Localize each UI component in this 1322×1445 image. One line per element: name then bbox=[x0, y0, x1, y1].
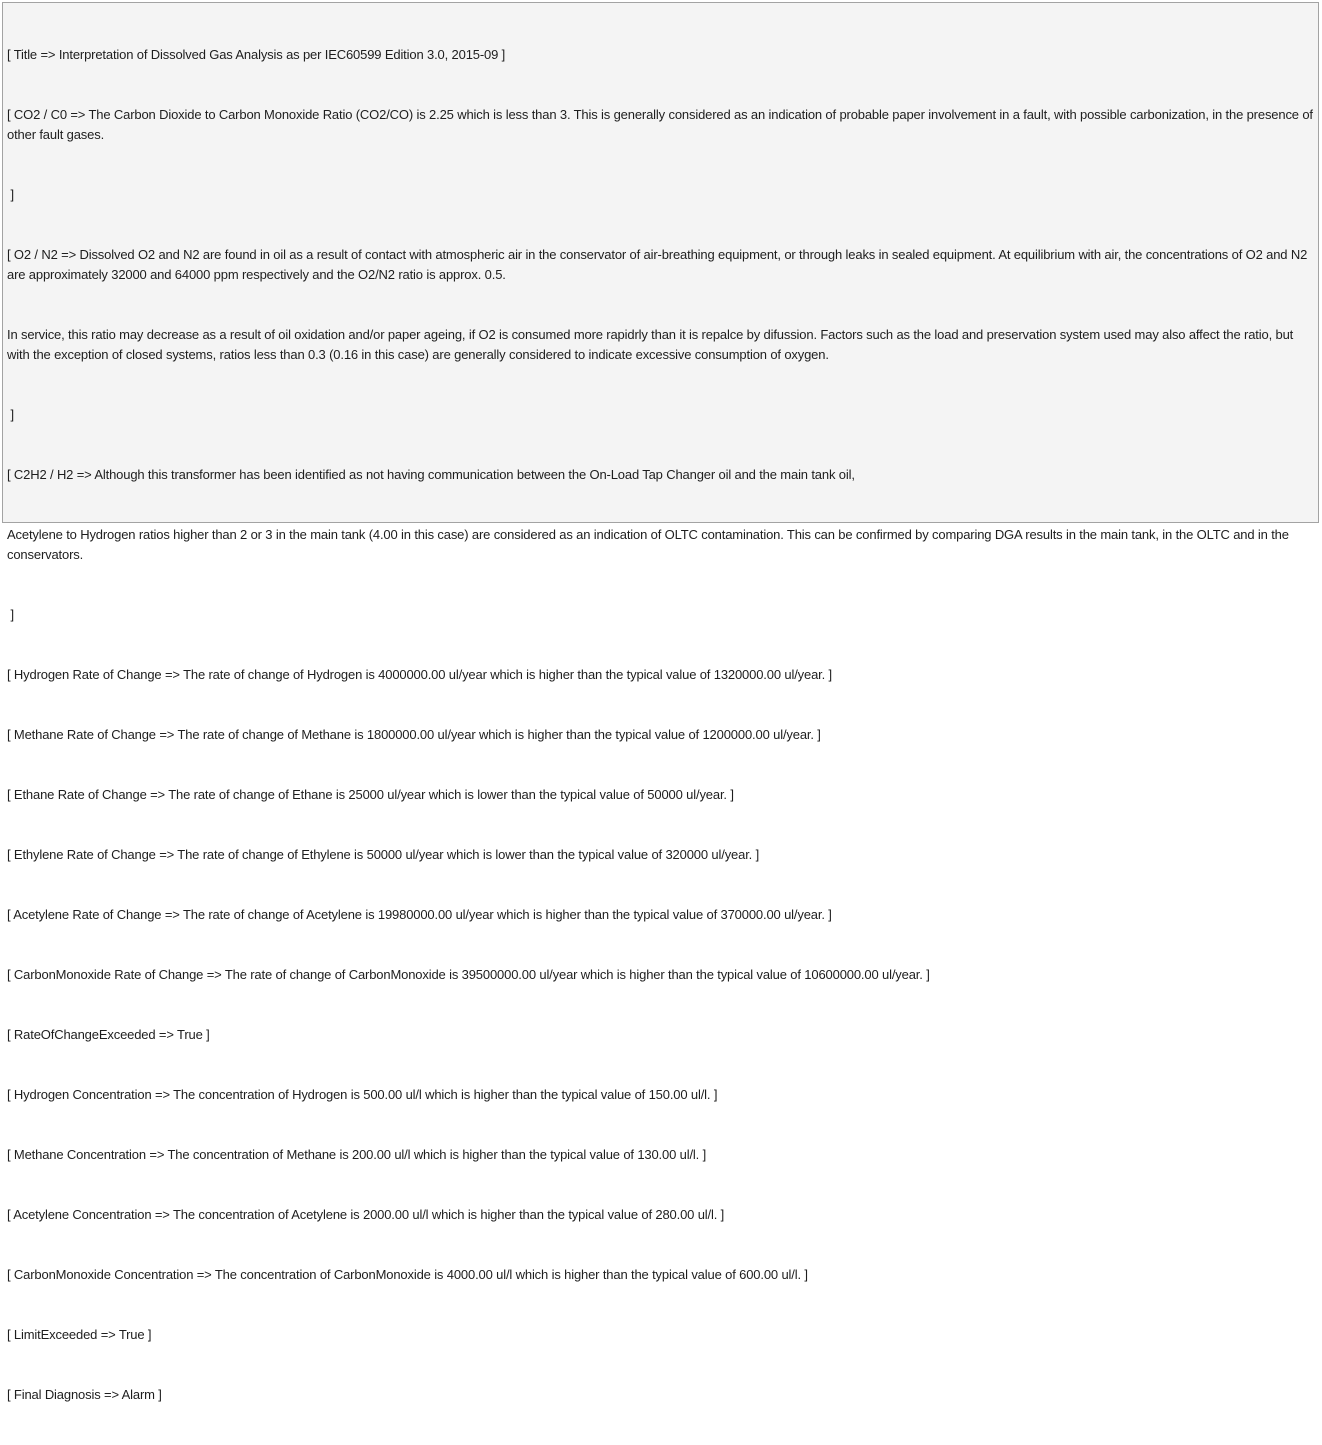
methane-concentration-line: [ Methane Concentration => The concentration of Methane is 200.00 ul/l which is higher than the typical value of 130.00 ul/l. ] bbox=[7, 1147, 707, 1162]
methane-rate-line: [ Methane Rate of Change => The rate of change of Methane is 1800000.00 ul/year which is higher than the typical value of 1200000.00 ul/year. ] bbox=[7, 727, 821, 742]
acetylene-rate-line: [ Acetylene Rate of Change => The rate of change of Acetylene is 19980000.00 ul/year which is higher than the typical value of 370000.00 ul/year. ] bbox=[7, 907, 832, 922]
ethane-rate-line: [ Ethane Rate of Change => The rate of change of Ethane is 25000 ul/year which is lower than the typical value of 50000 ul/year. ] bbox=[7, 787, 734, 802]
c2h2-h2-close-bracket: ] bbox=[7, 607, 14, 622]
carbon-monoxide-rate-line: [ CarbonMonoxide Rate of Change => The rate of change of CarbonMonoxide is 39500000.00 ul/year which is higher than the typical value of 10600000.00 ul/year. ] bbox=[7, 967, 930, 982]
acetylene-concentration-line: [ Acetylene Concentration => The concentration of Acetylene is 2000.00 ul/l which is higher than the typical value of 280.00 ul/l. ] bbox=[7, 1207, 725, 1222]
hydrogen-rate-line: [ Hydrogen Rate of Change => The rate of change of Hydrogen is 4000000.00 ul/year which is higher than the typical value of 1320000.00 ul/year. ] bbox=[7, 667, 833, 682]
carbon-monoxide-concentration-line: [ CarbonMonoxide Concentration => The concentration of CarbonMonoxide is 4000.00 ul/l which is higher than the typical value of 600.00 ul/l. ] bbox=[7, 1267, 808, 1282]
co2-co-ratio-line: [ CO2 / C0 => The Carbon Dioxide to Carbon Monoxide Ratio (CO2/CO) is 2.25 which is less than 3. This is generally considered as an indication of probable paper involvement in a fault, with possible carbonization, in the presence of other fault gases. bbox=[7, 107, 1317, 142]
dga-report-textbox[interactable] bbox=[2, 2, 1319, 1402]
o2-n2-ratio-line: [ O2 / N2 => Dissolved O2 and N2 are found in oil as a result of contact with atmospheric air in the conservator of air-breathing equipment, or through leaks in sealed equipment. At equilibrium with air, the concentrations of O2 and N2 are approximately 32000 and 64000 ppm respectively and the O2/N2 ratio is approx. 0.5. bbox=[7, 247, 1311, 282]
report-title-line: [ Title => Interpretation of Dissolved Gas Analysis as per IEC60599 Edition 3.0, 2015-09 ] bbox=[7, 47, 506, 62]
o2-n2-service-line: In service, this ratio may decrease as a result of oil oxidation and/or paper ageing, if O2 is consumed more rapidrly than it is repalce by difussion. Factors such as the load and preservation system used may also affect the ratio, but with the exception of closed systems, ratios less than 0.3 (0.16 in this case) are generally considered to indicate excessive consumption of oxygen. bbox=[7, 327, 1297, 362]
ethylene-rate-line: [ Ethylene Rate of Change => The rate of change of Ethylene is 50000 ul/year which is lower than the typical value of 320000 ul/year. ] bbox=[7, 847, 760, 862]
c2h2-h2-ratio-line: [ C2H2 / H2 => Although this transformer has been identified as not having communication between the On-Load Tap Changer oil and the main tank oil, bbox=[7, 467, 855, 482]
c2h2-h2-detail-line: Acetylene to Hydrogen ratios higher than 2 or 3 in the main tank (4.00 in this case) are considered as an indication of OLTC contamination. This can be confirmed by comparing DGA results in the main tank, in the OLTC and in the conservators. bbox=[7, 527, 1293, 562]
rate-of-change-exceeded-line: [ RateOfChangeExceeded => True ] bbox=[7, 1027, 210, 1042]
final-diagnosis-line: [ Final Diagnosis => Alarm ] bbox=[7, 1387, 162, 1402]
hydrogen-concentration-line: [ Hydrogen Concentration => The concentration of Hydrogen is 500.00 ul/l which is higher than the typical value of 150.00 ul/l. ] bbox=[7, 1087, 718, 1102]
co2-co-close-bracket: ] bbox=[7, 187, 14, 202]
limit-exceeded-line: [ LimitExceeded => True ] bbox=[7, 1327, 152, 1342]
o2-n2-close-bracket: ] bbox=[7, 407, 14, 422]
dga-report-content bbox=[3, 3, 1318, 1445]
